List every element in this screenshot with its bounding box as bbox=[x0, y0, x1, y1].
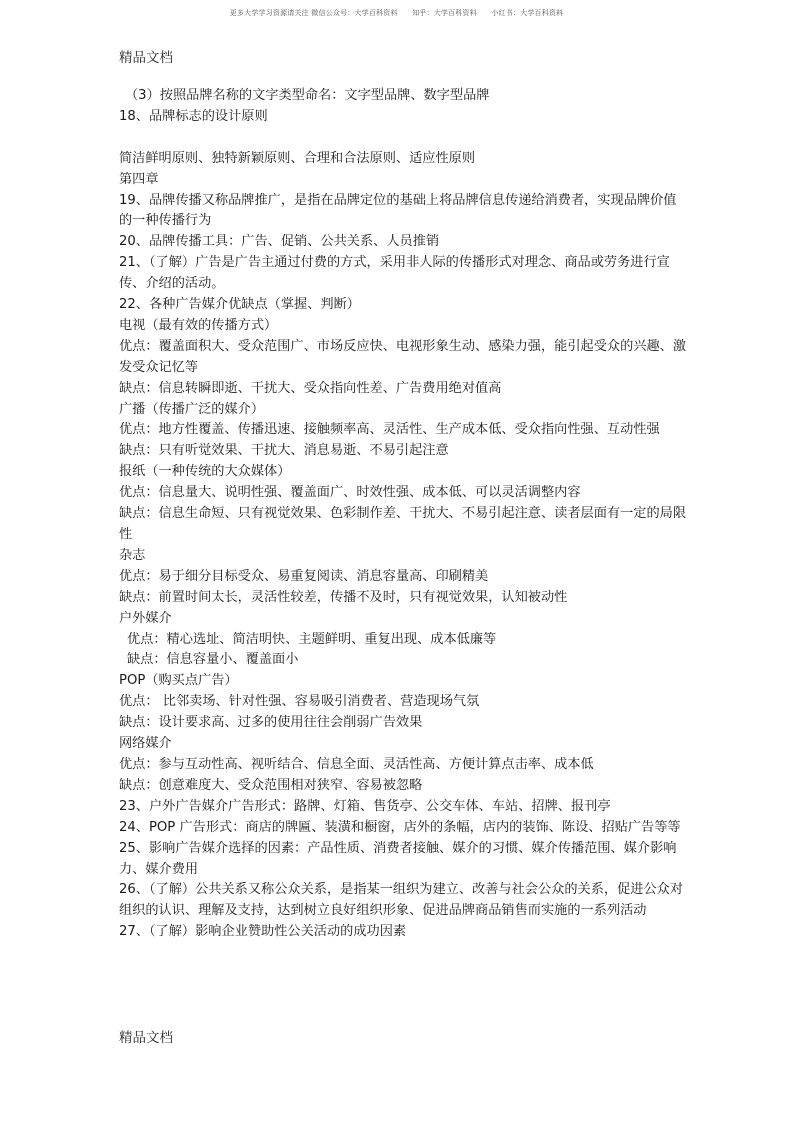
text-line: 23、户外广告媒介广告形式：路牌、灯箱、售货亭、公交车体、车站、招牌、报刊亭 bbox=[119, 798, 611, 814]
section-heading: 18、品牌标志的设计原则 bbox=[119, 108, 268, 124]
banner-wechat: 更多大学学习资源请关注 微信公众号：大学百科资料 bbox=[229, 9, 398, 17]
media-heading: 广播（传播广泛的媒介） bbox=[119, 401, 265, 417]
text-line: 24、POP 广告形式：商店的牌匾、装潢和橱窗，店外的条幅，店内的装饰、陈设、招贴广告等等 bbox=[119, 819, 681, 835]
text-line: 26、（了解）公共关系又称公众关系，是指某一组织为建立、改善与社会公众的关系，促进公众对组织的认识、理解及支持，达到树立良好组织形象、促进品牌商品销售而实施的一系列活动 bbox=[119, 882, 684, 919]
text-line: 缺点：信息转瞬即逝、干扰大、受众指向性差、广告费用绝对值高 bbox=[119, 380, 502, 396]
text-line: 缺点：只有听觉效果、干扰大、消息易逝、不易引起注意 bbox=[119, 443, 449, 459]
text-line: 25、影响广告媒介选择的因素：产品性质、消费者接触、媒介的习惯、媒介传播范围、媒介影响力、媒介费用 bbox=[119, 840, 677, 877]
text-line: 优点： 比邻卖场、针对性强、容易吸引消费者、营造现场气氛 bbox=[119, 694, 480, 710]
text-line: 22、各种广告媒介优缺点（掌握、判断） bbox=[119, 297, 360, 313]
media-heading: 网络媒介 bbox=[119, 736, 172, 752]
text-line: 缺点：设计要求高、过多的使用往往会削弱广告效果 bbox=[119, 715, 423, 731]
text-line: 缺点：信息容量小、覆盖面小 bbox=[127, 652, 299, 668]
text-line: （3）按照品牌名称的文字类型命名：文字型品牌、数字型品牌 bbox=[125, 88, 490, 103]
text-line: 20、品牌传播工具：广告、促销、公共关系、人员推销 bbox=[119, 234, 440, 250]
text-line: 优点：易于细分目标受众、易重复阅读、消息容量高、印刷精美 bbox=[119, 568, 489, 584]
top-banner bbox=[0, 8, 793, 18]
text-line: 优点：信息量大、说明性强、覆盖面广、时效性强、成本低、可以灵活调整内容 bbox=[119, 485, 581, 501]
media-heading: 报纸（一种传统的大众媒体） bbox=[119, 464, 291, 480]
media-heading: 电视（最有效的传播方式） bbox=[119, 317, 278, 333]
text-line: 19、品牌传播又称品牌推广，是指在品牌定位的基础上将品牌信息传递给消费者，实现品牌价值的一种传播行为 bbox=[119, 192, 677, 229]
text-line: 优点：覆盖面积大、受众范围广、市场反应快、电视形象生动、感染力强，能引起受众的兴趣、激发受众记忆等 bbox=[119, 338, 687, 375]
chapter-heading: 第四章 bbox=[119, 171, 159, 187]
text-line: 简洁鲜明原则、独特新颖原则、合理和合法原则、适应性原则 bbox=[119, 150, 476, 166]
media-heading: 杂志 bbox=[119, 547, 146, 563]
text-line: 优点：参与互动性高、视听结合、信息全面、灵活性高、方便计算点击率、成本低 bbox=[119, 756, 594, 772]
blank-line bbox=[119, 128, 689, 149]
text-line: 优点：精心选址、简洁明快、主题鲜明、重复出现、成本低廉等 bbox=[127, 631, 497, 647]
page-footer: 精品文档 bbox=[119, 1030, 173, 1046]
text-line: 缺点：前置时间太长，灵活性较差，传播不及时，只有视觉效果，认知被动性 bbox=[119, 589, 568, 605]
text-line: 缺点：创意难度大、受众范围相对狭窄、容易被忽略 bbox=[119, 777, 423, 793]
page-header: 精品文档 bbox=[119, 50, 173, 66]
text-line: 优点：地方性覆盖、传播迅速、接触频率高、灵活性、生产成本低、受众指向性强、互动性强 bbox=[119, 422, 660, 438]
document-body bbox=[119, 86, 689, 943]
text-line: 缺点：信息生命短、只有视觉效果、色彩制作差、干扰大、不易引起注意、读者层面有一定的局限性 bbox=[119, 506, 687, 543]
text-line: 21、（了解）广告是广告主通过付费的方式，采用非人际的传播形式对理念、商品或劳务进行宣传、介绍的活动。 bbox=[119, 255, 670, 292]
text-line: 27、（了解）影响企业赞助性公关活动的成功因素 bbox=[119, 924, 407, 940]
banner-zhihu: 知乎：大学百科资料 bbox=[412, 9, 477, 17]
media-heading: POP（购买点广告） bbox=[119, 673, 238, 689]
banner-xiaohongshu: 小红书：大学百科资料 bbox=[491, 9, 564, 17]
media-heading: 户外媒介 bbox=[119, 610, 172, 626]
